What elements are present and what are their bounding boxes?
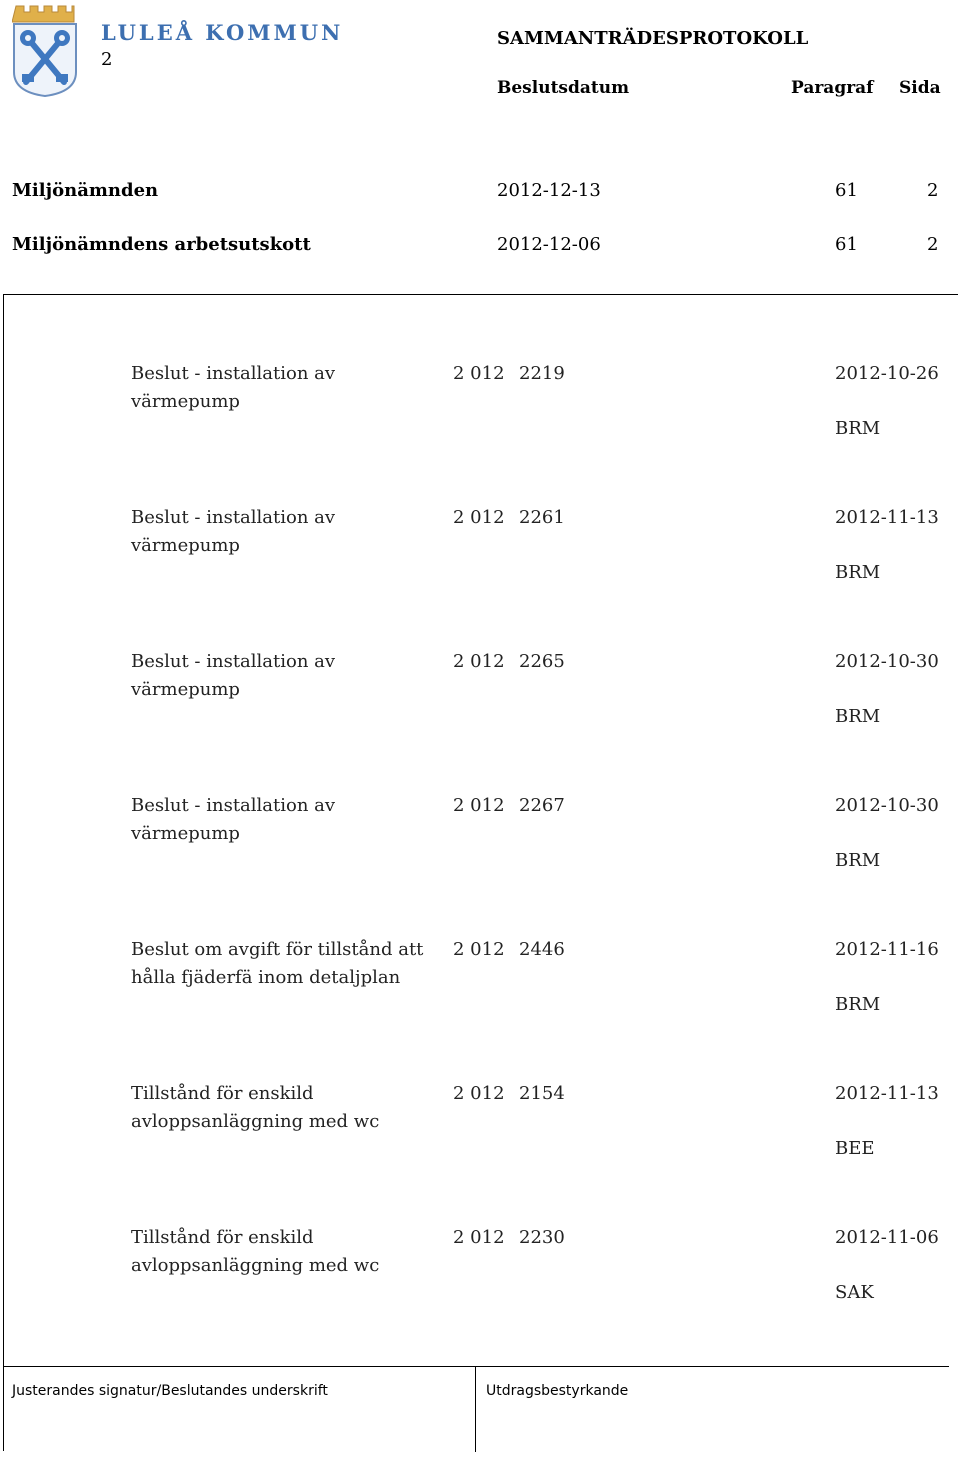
decision-date: 2012-11-16 [835, 939, 939, 960]
page-number-top: 2 [101, 49, 113, 70]
meeting-name: Miljönämndens arbetsutskott [12, 234, 311, 255]
decision-reg-number: 2446 [519, 939, 565, 960]
decision-unit: BRM [835, 850, 881, 871]
decision-unit: BRM [835, 418, 881, 439]
decision-reg-number: 2267 [519, 795, 565, 816]
decision-description: Beslut - installation av värmepump [131, 651, 336, 700]
decision-description: Beslut - installation av värmepump [131, 795, 336, 844]
meeting-paragraph: 61 [835, 234, 858, 255]
header-label-date: Beslutsdatum [497, 78, 630, 98]
decision-unit: BRM [835, 562, 881, 583]
decision-reg-year: 2 012 [453, 1083, 505, 1104]
decision-date: 2012-10-30 [835, 795, 939, 816]
decision-reg-year: 2 012 [453, 363, 505, 384]
meeting-date: 2012-12-13 [497, 180, 601, 201]
meeting-name: Miljönämnden [12, 180, 159, 201]
decision-date: 2012-10-26 [835, 363, 939, 384]
decision-date: 2012-11-06 [835, 1227, 939, 1248]
meeting-page: 2 [927, 180, 939, 201]
decision-date: 2012-11-13 [835, 1083, 939, 1104]
decision-reg-number: 2219 [519, 363, 565, 384]
header-label-page: Sida [899, 78, 941, 98]
decision-reg-number: 2261 [519, 507, 565, 528]
frame-left-line [3, 294, 4, 1451]
municipality-name: LULEÅ KOMMUN [101, 20, 344, 45]
decision-date: 2012-11-13 [835, 507, 939, 528]
decision-description: Beslut om avgift för tillstånd att hålla fjäderfä inom detaljplan [131, 939, 424, 988]
decision-reg-year: 2 012 [453, 507, 505, 528]
decision-description: Tillstånd för enskild avloppsanläggning med wc [131, 1083, 380, 1132]
footer-divider-line [475, 1366, 476, 1452]
decision-reg-number: 2265 [519, 651, 565, 672]
decision-reg-year: 2 012 [453, 939, 505, 960]
decision-unit: SAK [835, 1282, 874, 1303]
certification-label: Utdragsbestyrkande [486, 1383, 629, 1399]
decision-reg-year: 2 012 [453, 651, 505, 672]
decision-unit: BRM [835, 706, 881, 727]
meeting-date: 2012-12-06 [497, 234, 601, 255]
decision-unit: BRM [835, 994, 881, 1015]
decision-reg-number: 2230 [519, 1227, 565, 1248]
decision-date: 2012-10-30 [835, 651, 939, 672]
header-label-paragraph: Paragraf [791, 78, 874, 98]
frame-top-line [3, 294, 958, 295]
decision-description: Beslut - installation av värmepump [131, 507, 336, 556]
decision-reg-number: 2154 [519, 1083, 565, 1104]
decision-reg-year: 2 012 [453, 795, 505, 816]
decision-reg-year: 2 012 [453, 1227, 505, 1248]
signature-label: Justerandes signatur/Beslutandes underskrift [12, 1383, 328, 1399]
footer-separator-line [3, 1366, 949, 1367]
lulea-crest-logo [12, 4, 78, 97]
decision-description: Tillstånd för enskild avloppsanläggning med wc [131, 1227, 380, 1276]
meeting-page: 2 [927, 234, 939, 255]
document-title: SAMMANTRÄDESPROTOKOLL [497, 28, 809, 49]
decision-unit: BEE [835, 1138, 875, 1159]
decision-description: Beslut - installation av värmepump [131, 363, 336, 412]
meeting-paragraph: 61 [835, 180, 858, 201]
